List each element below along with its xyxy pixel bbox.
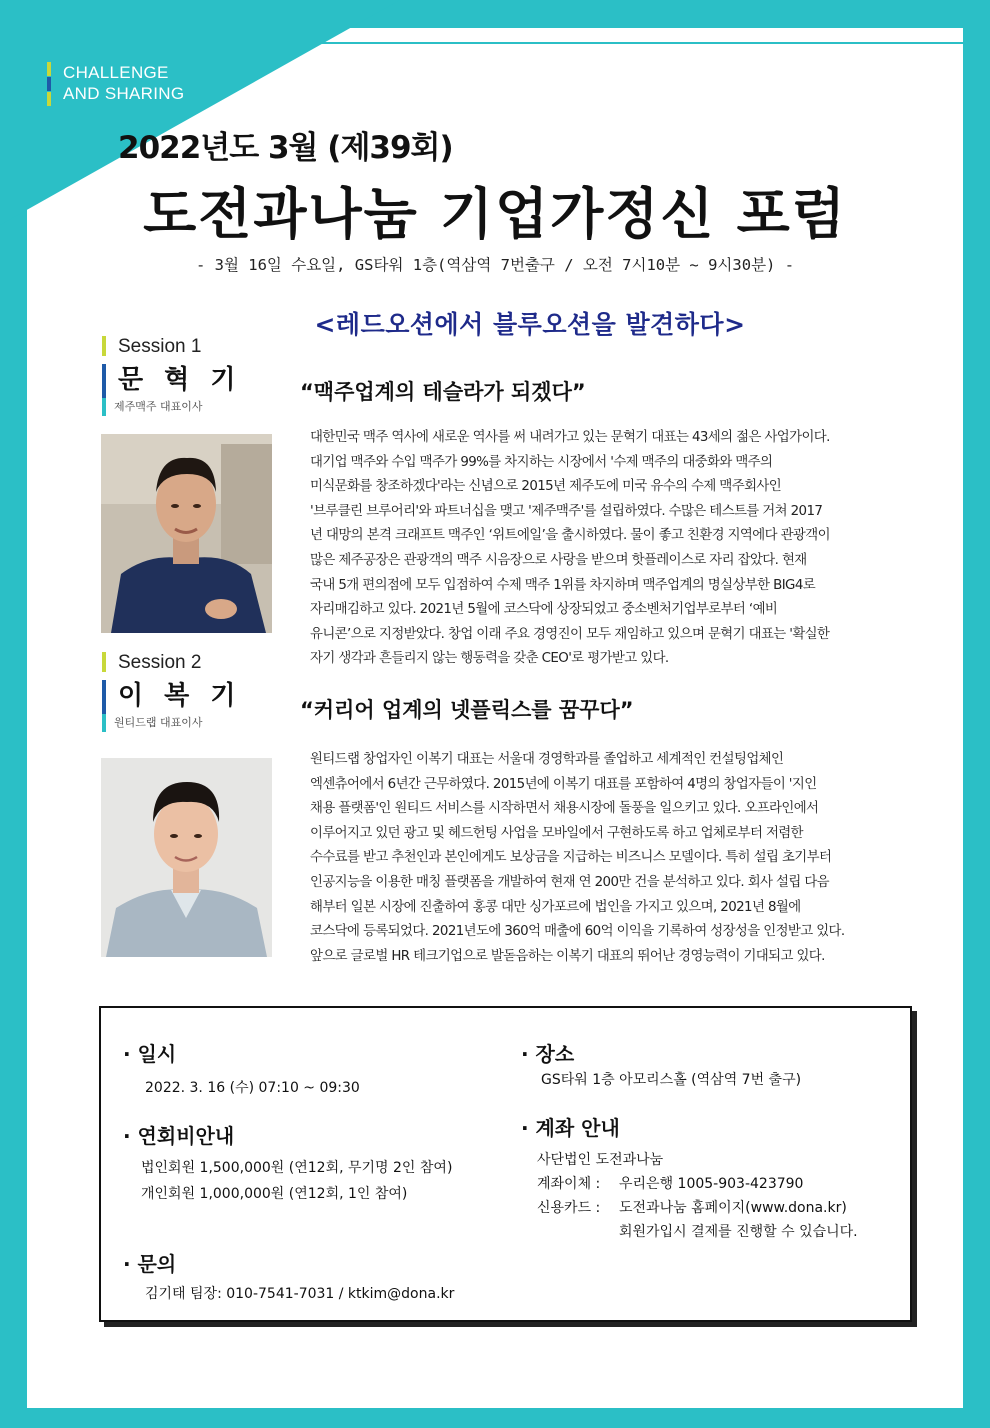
contact-heading: · 문의	[123, 1252, 177, 1276]
text-line: 이루어지고 있던 광고 및 헤드헌팅 사업을 모바일에서 구현하도록 하고 업체로부터 저렴한	[310, 825, 803, 841]
transfer-label: 계좌이체 :	[537, 1176, 601, 1192]
text-line: 국내 5개 편의점에 모두 입점하여 수제 맥주 1위를 차지하며 맥주업계의 명실상부한 BIG4로	[310, 577, 816, 593]
contact-value: 김기태 팀장: 010-7541-7031 / ktkim@dona.kr	[145, 1286, 455, 1302]
forum-theme: <레드오션에서 블루오션을 발견하다>	[314, 310, 746, 339]
session-bar-teal	[102, 714, 106, 732]
fee-heading: · 연회비안내	[123, 1124, 235, 1148]
text-line: 채용 플랫폼'인 원티드 서비스를 시작하면서 채용시장에 돌풍을 일으키고 있다. 오프라인에서	[310, 801, 819, 817]
speaker-1-photo	[101, 434, 272, 633]
card-note: 회원가입시 결제를 진행할 수 있습니다.	[619, 1224, 858, 1240]
brand-line2: AND SHARING	[63, 84, 185, 103]
session-bar-blue	[102, 364, 106, 398]
card-value: 도전과나눔 홈페이지(www.dona.kr)	[619, 1200, 847, 1216]
account-org: 사단법인 도전과나눔	[537, 1152, 664, 1168]
text-line: 대기업 맥주와 수입 맥주가 99%를 차지하는 시장에서 '수제 맥주의 대중화와 맥주의	[310, 454, 773, 470]
text-line: 자기 생각과 흔들리지 않는 행동력을 갖춘 CEO'로 평가받고 있다.	[310, 651, 669, 667]
page-title: 도전과나눔 기업가정신 포럼	[143, 182, 847, 246]
speaker-2-photo	[101, 758, 272, 957]
session-label: Session 1	[118, 336, 202, 357]
place-value: GS타워 1층 아모리스홀 (역삼역 7번 출구)	[541, 1072, 802, 1088]
fee-corporate: 법인회원 1,500,000원 (연12회, 무기명 2인 참여)	[141, 1160, 453, 1176]
brand-bar-blue	[47, 77, 51, 91]
session-bar-blue	[102, 680, 106, 714]
text-line: 년 대망의 본격 크래프트 맥주인 ‘위트에일’을 출시하였다. 물이 좋고 친환경 지역에다 관광객이	[310, 528, 830, 544]
text-line: 앞으로 글로벌 HR 테크기업으로 발돋음하는 이복기 대표의 뛰어난 경영능력이 기대되고 있다.	[310, 948, 825, 964]
account-card	[537, 1196, 858, 1244]
text-line: 수수료를 받고 추천인과 본인에게도 보상금을 지급하는 비즈니스 모델이다. 특히 설립 초기부터	[310, 850, 832, 866]
text-line: 유니콘’으로 지정받았다. 창업 이래 주요 경영진이 모두 재임하고 있으며 문혁기 대표는 '확실한	[310, 626, 830, 642]
text-line: 인공지능을 이용한 매칭 플랫폼을 개발하여 현재 연 200만 건을 분석하고 있다. 회사 설립 다음	[310, 874, 830, 890]
date-value: 2022. 3. 16 (수) 07:10 ~ 09:30	[145, 1080, 360, 1096]
text-line: 엑센츄어에서 6년간 근무하였다. 2015년에 이복기 대표를 포함하여 4명의 창업자들이 '지인	[310, 776, 817, 792]
speaker-name: 문 혁 기	[118, 365, 242, 395]
session-bar-yellow	[102, 652, 106, 672]
text-line: '브루클린 브루어리'와 파트너십을 맺고 '제주맥주'를 설립하였다. 수많은 테스트를 거쳐 2017	[310, 503, 823, 519]
text-line: 대한민국 맥주 역사에 새로운 역사를 써 내려가고 있는 문혁기 대표는 43세의 젊은 사업가이다.	[310, 430, 830, 445]
session-bar-yellow	[102, 336, 106, 356]
account-details	[537, 1148, 858, 1244]
account-heading: · 계좌 안내	[521, 1116, 620, 1140]
edition-heading: 2022년도 3월 (제39회)	[118, 130, 453, 166]
text-line: 해부터 일본 시장에 진출하여 홍콩 대만 싱가포르에 법인을 가지고 있으며, 2021년 8월에	[310, 899, 801, 915]
speaker-role: 제주맥주 대표이사	[114, 400, 203, 413]
brand-line1: CHALLENGE	[63, 63, 169, 82]
speaker-role: 원티드랩 대표이사	[114, 716, 203, 729]
text-line: 원티드랩 창업자인 이복기 대표는 서울대 경영학과를 졸업하고 세계적인 컨설팅업체인	[310, 752, 784, 767]
session-bar-teal	[102, 398, 106, 416]
event-info-box	[99, 1006, 912, 1322]
date-heading: · 일시	[123, 1042, 177, 1066]
top-divider-line	[245, 42, 965, 44]
brand-bar-yellow	[47, 62, 51, 76]
session-1-quote: “맥주업계의 테슬라가 되겠다”	[300, 380, 586, 404]
speaker-name: 이 복 기	[118, 681, 242, 711]
account-transfer	[537, 1172, 858, 1196]
text-line: 많은 제주공장은 관광객의 맥주 시음장으로 사랑을 받으며 핫플레이스로 자리 잡았다. 현재	[310, 552, 807, 568]
card-label: 신용카드 :	[537, 1200, 601, 1216]
brand-text	[63, 62, 223, 104]
session-label: Session 2	[118, 652, 202, 673]
event-schedule: - 3월 16일 수요일, GS타워 1층(역삼역 7번출구 / 오전 7시10분 ~ 9시30분) -	[195, 256, 795, 274]
text-line: 코스닥에 등록되었다. 2021년도에 360억 매출에 60억 이익을 기록하여 성장성을 인정받고 있다.	[310, 924, 845, 940]
session-1-description	[310, 426, 900, 672]
transfer-value: 우리은행 1005-903-423790	[619, 1176, 804, 1192]
place-heading: · 장소	[521, 1042, 575, 1066]
text-line: 미식문화를 창조하겠다'라는 신념으로 2015년 제주도에 미국 유수의 수제 맥주회사인	[310, 479, 782, 495]
text-line: 자리매김하고 있다. 2021년 5월에 코스닥에 상장되었고 중소벤처기업부로부터 ‘예비	[310, 602, 778, 618]
brand-bar-green	[47, 92, 51, 106]
fee-individual: 개인회원 1,000,000원 (연12회, 1인 참여)	[141, 1186, 408, 1202]
session-2-quote: “커리어 업계의 넷플릭스를 꿈꾸다”	[300, 698, 634, 722]
brand-bars	[47, 62, 51, 106]
session-2-description	[310, 748, 900, 969]
